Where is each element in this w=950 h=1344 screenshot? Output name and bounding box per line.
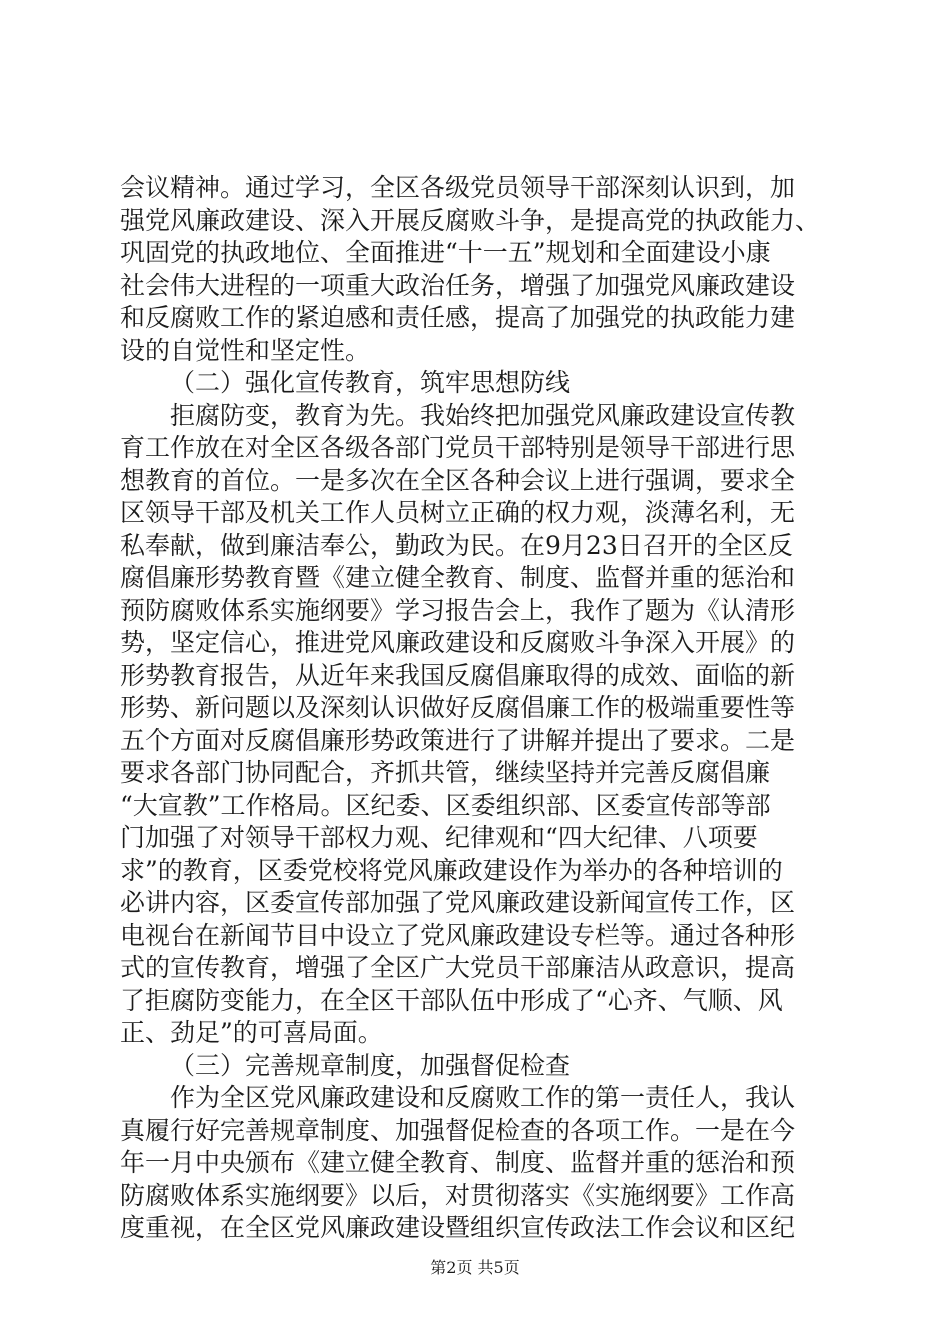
text-line: 强党风廉政建设、深入开展反腐败斗争，是提高党的执政能力、 <box>120 205 821 235</box>
text-line: 势，坚定信心，推进党风廉政建设和反腐败斗争深入开展》的 <box>120 628 796 657</box>
text-line: 门加强了对领导干部权力观、纪律观和“四大纪律、八项要 <box>120 823 758 852</box>
text-line: 真履行好完善规章制度、加强督促检查的各项工作。一是在今 <box>120 1115 796 1145</box>
text-line: 巩固党的执政地位、全面推进“十一五”规划和全面建设小康 <box>120 238 771 267</box>
text-line: 区领导干部及机关工作人员树立正确的权力观，淡薄名利，无 <box>120 498 796 527</box>
text-line: （三）完善规章制度，加强督促检查 <box>170 1050 571 1080</box>
text-line: 要求各部门协同配合，齐抓共管，继续坚持并完善反腐倡廉 <box>120 758 771 787</box>
text-line: 求”的教育，区委党校将党风廉政建设作为举办的各种培训的 <box>120 855 783 885</box>
document-body <box>120 172 830 1245</box>
text-line: 育工作放在对全区各级各部门党员干部特别是领导干部进行思 <box>120 433 796 462</box>
text-line: 式的宣传教育，增强了全区广大党员干部廉洁从政意识，提高 <box>120 953 796 982</box>
text-line: 和反腐败工作的紧迫感和责任感，提高了加强党的执政能力建 <box>120 303 796 332</box>
text-line: 了拒腐防变能力，在全区干部队伍中形成了“心齐、气顺、风 <box>120 985 783 1015</box>
text-line: （二）强化宣传教育，筑牢思想防线 <box>170 368 571 397</box>
text-line: 想教育的首位。一是多次在全区各种会议上进行强调，要求全 <box>120 465 796 495</box>
text-line: 形势教育报告，从近年来我国反腐倡廉取得的成效、面临的新 <box>120 660 796 690</box>
text-line: 防腐败体系实施纲要》以后，对贯彻落实《实施纲要》工作高 <box>120 1180 796 1210</box>
text-line: 拒腐防变，教育为先。我始终把加强党风廉政建设宣传教 <box>170 400 796 430</box>
text-line: 作为全区党风廉政建设和反腐败工作的第一责任人，我认 <box>170 1083 796 1112</box>
text-line: 腐倡廉形势教育暨《建立健全教育、制度、监督并重的惩治和 <box>120 563 796 592</box>
text-line: 度重视，在全区党风廉政建设暨组织宣传政法工作会议和区纪 <box>120 1213 796 1242</box>
text-line: 电视台在新闻节目中设立了党风廉政建设专栏等。通过各种形 <box>120 920 796 950</box>
text-line: 社会伟大进程的一项重大政治任务，增强了加强党风廉政建设 <box>120 270 796 300</box>
text-line: “大宣教”工作格局。区纪委、区委组织部、区委宣传部等部 <box>120 790 771 820</box>
text-line: 必讲内容，区委宣传部加强了党风廉政建设新闻宣传工作，区 <box>120 888 796 917</box>
page-footer <box>0 1258 950 1278</box>
text-line: 会议精神。通过学习，全区各级党员领导干部深刻认识到，加 <box>120 173 796 202</box>
text-line: 年一月中央颁布《建立健全教育、制度、监督并重的惩治和预 <box>120 1148 796 1177</box>
text-line: 设的自觉性和坚定性。 <box>120 335 371 365</box>
text-line: 预防腐败体系实施纲要》学习报告会上，我作了题为《认清形 <box>120 595 796 625</box>
page-number: 第2页 共5页 <box>430 1258 520 1277</box>
text-line: 形势、新问题以及深刻认识做好反腐倡廉工作的极端重要性等 <box>120 693 796 722</box>
text-line: 正、劲足”的可喜局面。 <box>120 1018 383 1047</box>
text-line: 私奉献，做到廉洁奉公，勤政为民。在9月23日召开的全区反 <box>120 530 793 560</box>
text-line: 五个方面对反腐倡廉形势政策进行了讲解并提出了要求。二是 <box>120 725 796 755</box>
